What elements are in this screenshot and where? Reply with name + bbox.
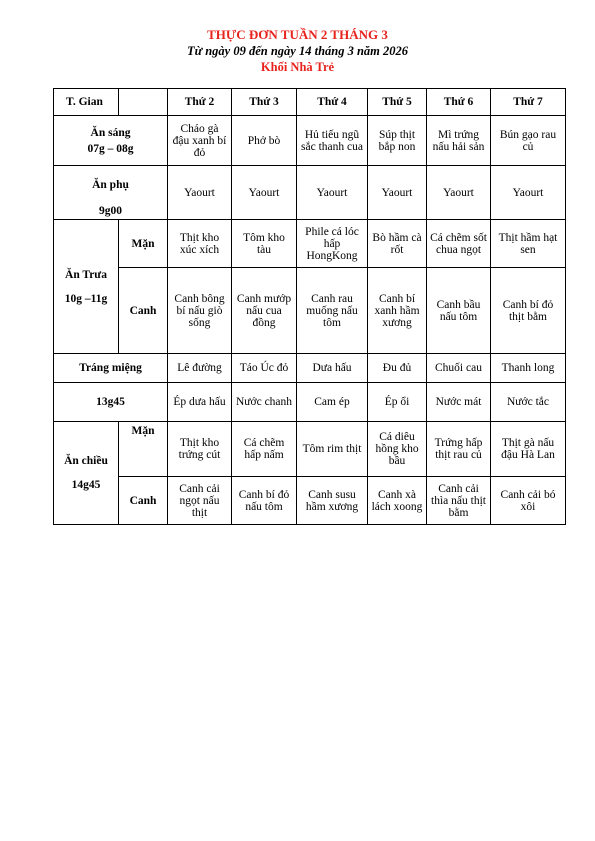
class-group: Khối Nhà Trẻ: [260, 60, 335, 74]
day-header: Thứ 3: [232, 89, 297, 116]
drink-row: [54, 383, 566, 422]
meal-time: 10g –11g: [64, 292, 108, 305]
menu-cell: Canh bông bí nấu giò sống: [168, 268, 232, 354]
menu-cell: Hủ tiếu ngũ sắc thanh cua: [297, 116, 368, 166]
weekly-menu-table: [53, 88, 566, 525]
day-header: Thứ 5: [368, 89, 427, 116]
menu-cell: Canh rau muống nấu tôm: [297, 268, 368, 354]
day-header: Thứ 6: [427, 89, 491, 116]
dish-type-label: Mặn: [119, 220, 168, 268]
meal-time: 9g00: [99, 204, 122, 217]
menu-cell: Cá chẽm hấp nấm: [232, 422, 297, 477]
meal-label: Ăn Trưa: [65, 268, 107, 281]
menu-cell: Chuối cau: [427, 354, 491, 383]
sub-column-header: [119, 89, 168, 116]
dessert-row: [54, 354, 566, 383]
menu-cell: Canh mướp nấu cua đồng: [232, 268, 297, 354]
dish-type-label: Canh: [119, 268, 168, 354]
date-range: Từ ngày 09 đến ngày 14 tháng 3 năm 2026: [186, 44, 409, 58]
menu-cell: Canh xà lách xoong: [368, 477, 427, 525]
menu-cell: Thịt gà nấu đậu Hà Lan: [491, 422, 566, 477]
menu-cell: Súp thịt bắp non: [368, 116, 427, 166]
menu-cell: Nước chanh: [232, 383, 297, 422]
menu-cell: Thịt hầm hạt sen: [491, 220, 566, 268]
menu-cell: Thanh long: [491, 354, 566, 383]
menu-cell: Đu đủ: [368, 354, 427, 383]
lunch-man-row: [54, 220, 566, 268]
time-column-header: T. Gian: [54, 89, 119, 116]
menu-cell: Ép dưa hấu: [168, 383, 232, 422]
menu-cell: Trứng hấp thịt rau củ: [427, 422, 491, 477]
lunch-label-cell: [54, 220, 119, 354]
menu-cell: Tôm rim thịt: [297, 422, 368, 477]
meal-label: Ăn sáng: [90, 126, 131, 139]
menu-cell: Yaourt: [297, 166, 368, 220]
menu-cell: Canh susu hầm xương: [297, 477, 368, 525]
menu-cell: Bò hầm cà rốt: [368, 220, 427, 268]
drink-time-label: 13g45: [54, 383, 168, 422]
menu-cell: Phile cá lóc hấp HongKong: [297, 220, 368, 268]
afternoon-man-row: [54, 422, 566, 477]
snack-label-cell: [54, 166, 168, 220]
menu-cell: Cháo gà đậu xanh bí đỏ: [168, 116, 232, 166]
menu-cell: Nước tắc: [491, 383, 566, 422]
menu-cell: Cam ép: [297, 383, 368, 422]
breakfast-row: [54, 116, 566, 166]
menu-cell: Yaourt: [368, 166, 427, 220]
menu-cell: Mì trứng nấu hải sản: [427, 116, 491, 166]
menu-cell: Cá chẽm sốt chua ngọt: [427, 220, 491, 268]
header-row: [54, 89, 566, 116]
menu-cell: Ép ổi: [368, 383, 427, 422]
menu-header: [0, 27, 595, 75]
menu-cell: Canh bí đỏ thịt bằm: [491, 268, 566, 354]
meal-time: 07g – 08g: [87, 142, 134, 155]
menu-cell: Tôm kho tàu: [232, 220, 297, 268]
menu-cell: Nước mát: [427, 383, 491, 422]
lunch-canh-row: [54, 268, 566, 354]
afternoon-canh-row: [54, 477, 566, 525]
menu-cell: Canh bí xanh hầm xương: [368, 268, 427, 354]
menu-cell: Yaourt: [168, 166, 232, 220]
day-header: Thứ 4: [297, 89, 368, 116]
menu-cell: Phở bò: [232, 116, 297, 166]
menu-cell: Canh bầu nấu tôm: [427, 268, 491, 354]
menu-cell: Canh bí đỏ nấu tôm: [232, 477, 297, 525]
menu-cell: Lê đường: [168, 354, 232, 383]
dish-type-label: Mặn: [119, 422, 168, 477]
menu-cell: Thịt kho trứng cút: [168, 422, 232, 477]
menu-cell: Táo Úc đỏ: [232, 354, 297, 383]
menu-cell: Yaourt: [427, 166, 491, 220]
afternoon-label-cell: [54, 422, 119, 525]
menu-title: THỰC ĐƠN TUẦN 2 THÁNG 3: [207, 27, 388, 42]
day-header: Thứ 7: [491, 89, 566, 116]
menu-cell: Yaourt: [491, 166, 566, 220]
menu-cell: Canh cải bó xôi: [491, 477, 566, 525]
day-header: Thứ 2: [168, 89, 232, 116]
menu-cell: Canh cải thìa nấu thịt bằm: [427, 477, 491, 525]
menu-cell: Bún gạo rau củ: [491, 116, 566, 166]
menu-cell: Yaourt: [232, 166, 297, 220]
menu-cell: Thịt kho xúc xích: [168, 220, 232, 268]
dish-type-label: Canh: [119, 477, 168, 525]
menu-cell: Canh cải ngọt nấu thịt: [168, 477, 232, 525]
menu-cell: Dưa hấu: [297, 354, 368, 383]
meal-label: Ăn phụ: [92, 178, 129, 191]
meal-label: Ăn chiều: [64, 455, 108, 467]
menu-cell: Cá diêu hồng kho bầu: [368, 422, 427, 477]
breakfast-label-cell: [54, 116, 168, 166]
meal-time: 14g45: [71, 479, 101, 491]
snack-row: [54, 166, 566, 220]
dessert-label: Tráng miệng: [54, 354, 168, 383]
